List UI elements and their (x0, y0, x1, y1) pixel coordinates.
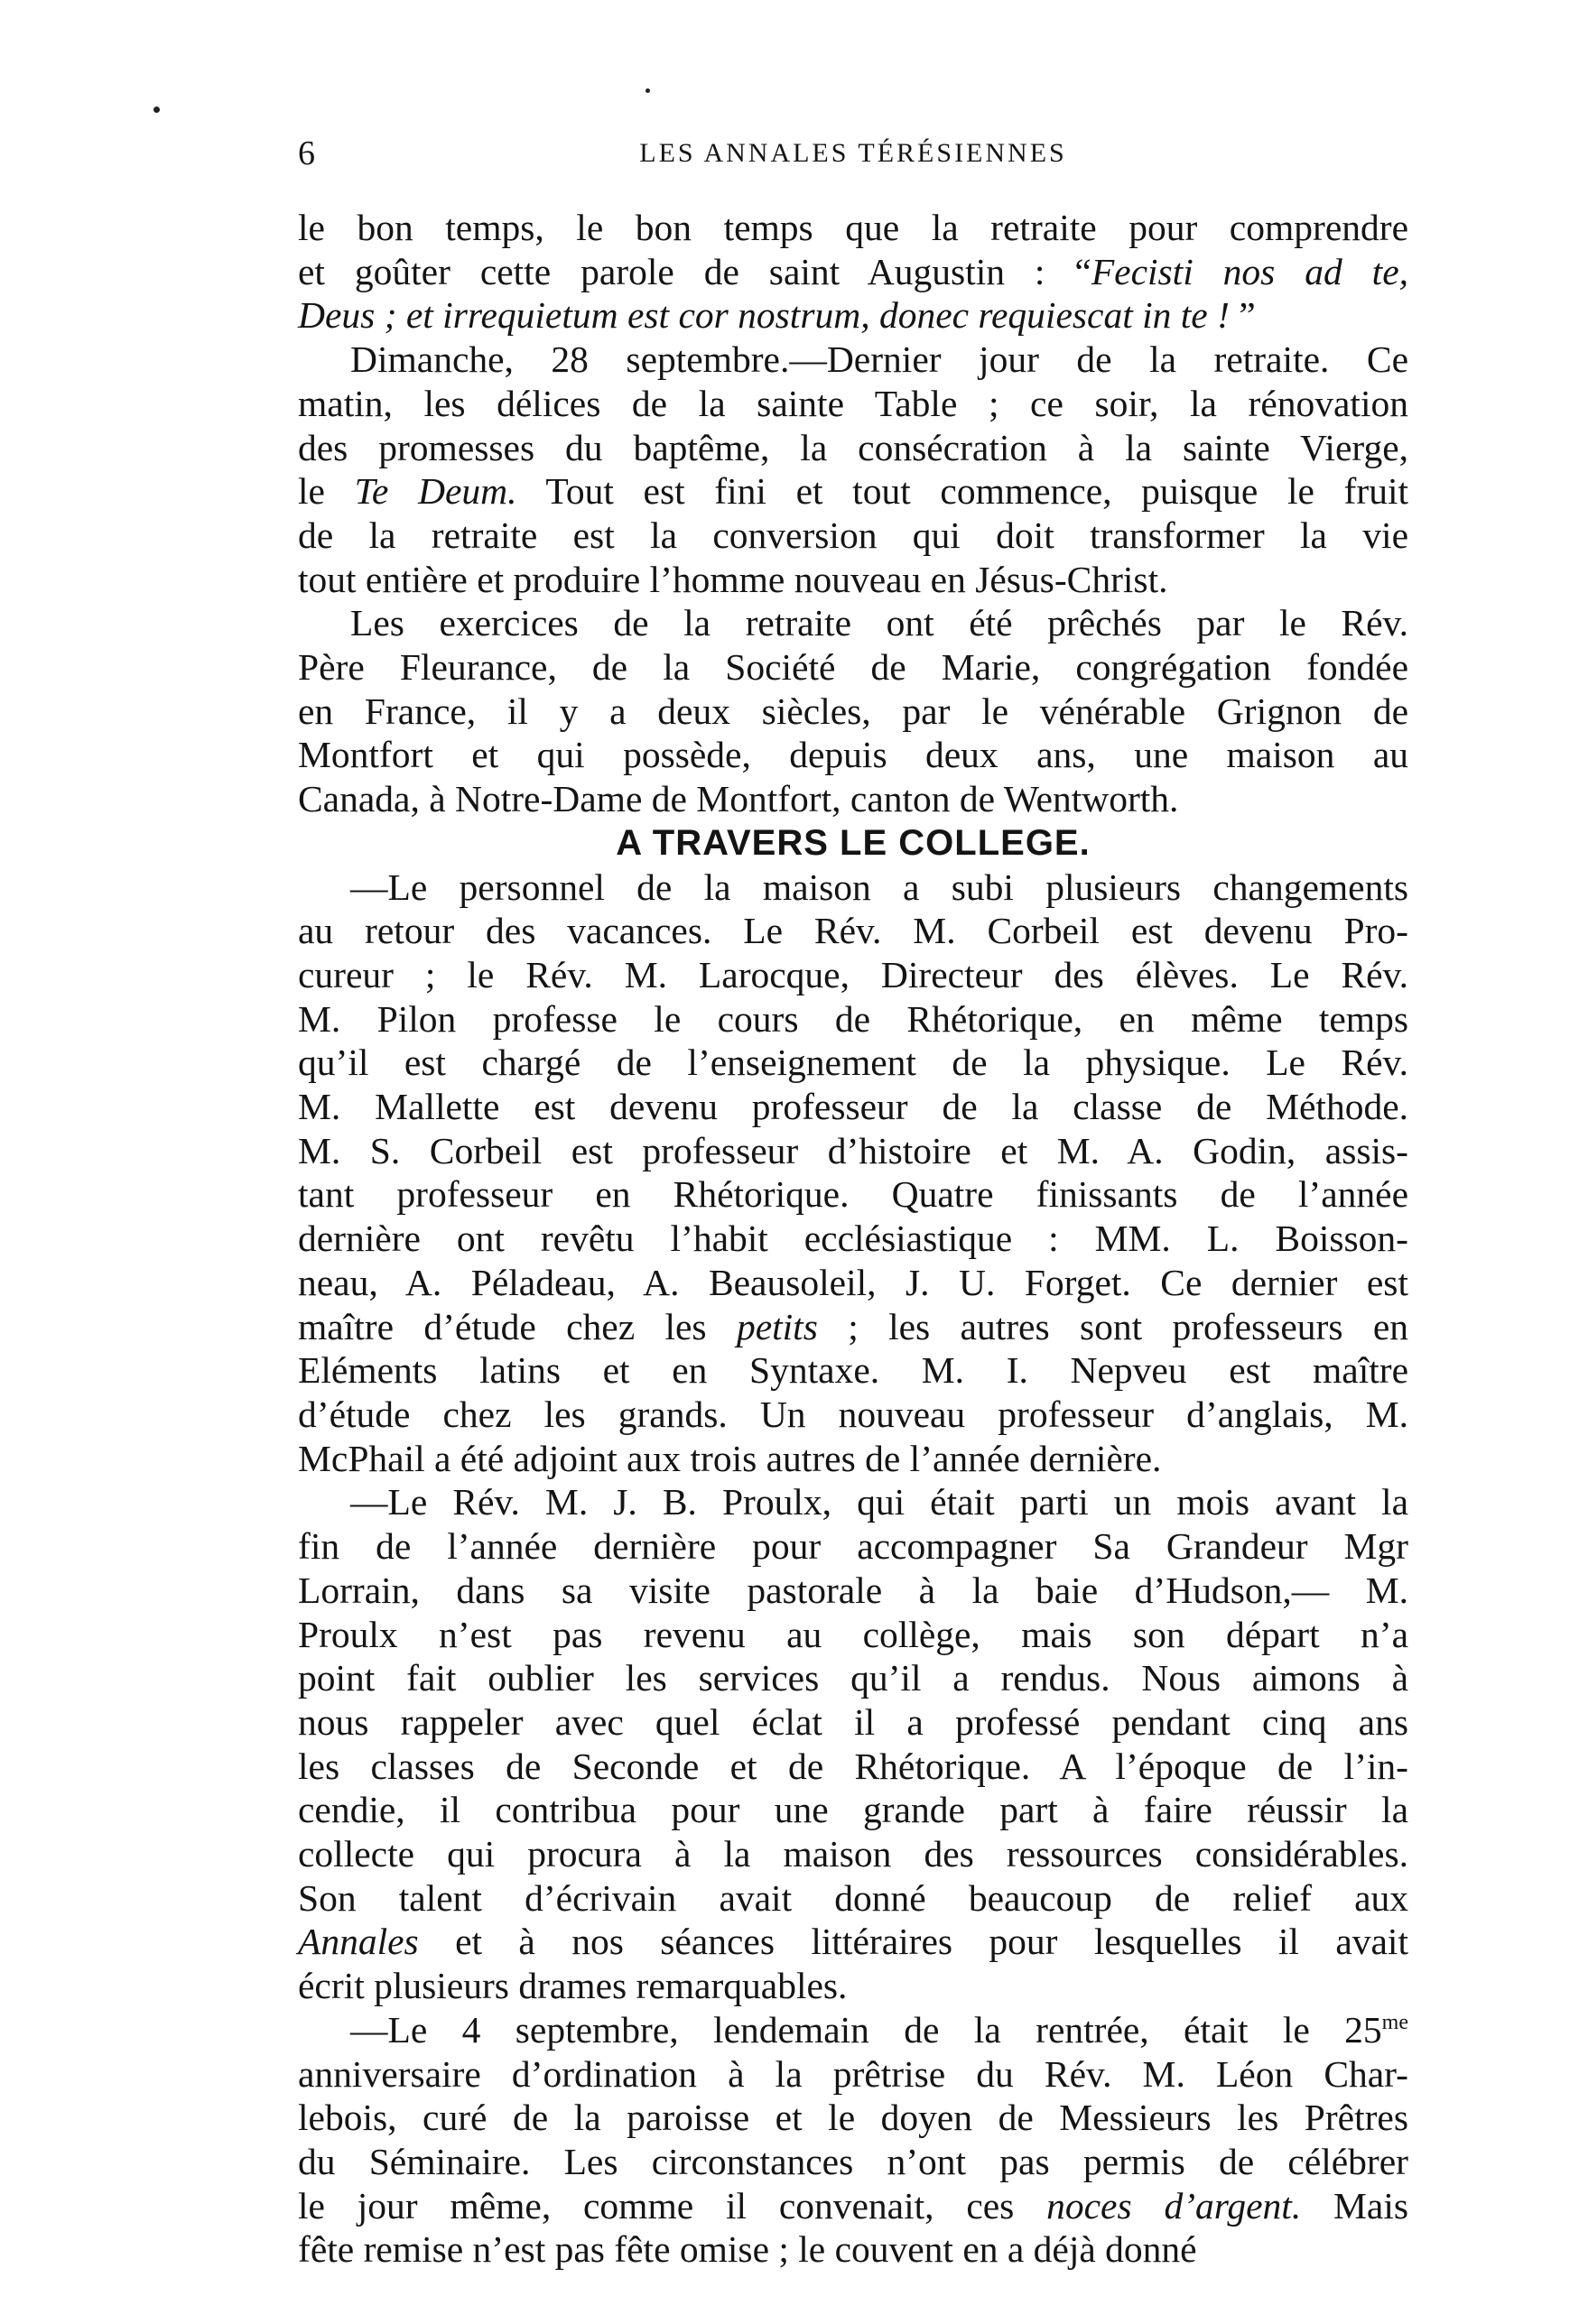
text-line: maître d’étude chez les petits ; les autres sont professeurs en (298, 1305, 1408, 1347)
text-line: des promesses du baptême, la consécration à la sainte Vierge, (298, 426, 1408, 468)
text-line: le Te Deum. Tout est fini et tout commence, puisque le fruit (298, 470, 1408, 513)
ink-speck (153, 106, 160, 113)
text-line: M. Mallette est devenu professeur de la classe de Méthode. (298, 1086, 1408, 1128)
text-line: tant professeur en Rhétorique. Quatre finissants de l’année (298, 1173, 1408, 1216)
text-line: collecte qui procura à la maison des ressources considérables. (298, 1833, 1408, 1875)
text-line: point fait oublier les services qu’il a rendus. Nous aimons à (298, 1657, 1408, 1699)
text-line: d’étude chez les grands. Un nouveau professeur d’anglais, M. (298, 1393, 1408, 1435)
text-line: Montfort et qui possède, depuis deux ans, une maison au (298, 734, 1408, 776)
text-line: qu’il est chargé de l’enseignement de la physique. Le Rév. (298, 1042, 1408, 1084)
text-line: Père Fleurance, de la Société de Marie, congrégation fondée (298, 646, 1408, 689)
text-line: matin, les délices de la sainte Table ; ce soir, la rénovation (298, 382, 1408, 424)
text-line: le bon temps, le bon temps que la retraite pour comprendre (298, 207, 1408, 248)
running-title: LES ANNALES TÉRÉSIENNES (639, 138, 1067, 168)
text-line: écrit plusieurs drames remarquables. (298, 1965, 848, 2007)
text-line: fin de l’année dernière pour accompagner Sa Grandeur Mgr (298, 1525, 1408, 1568)
running-header (298, 134, 1408, 179)
text-line: Annales et à nos séances littéraires pour lesquelles il avait (298, 1921, 1408, 1963)
text-line: et goûter cette parole de saint Augustin : “Fecisti nos ad te, (298, 250, 1409, 292)
text-line: les classes de Seconde et de Rhétorique. A l’époque de l’in- (298, 1745, 1408, 1787)
text-line: en France, il y a deux siècles, par le vénérable Grignon de (298, 690, 1408, 732)
text-line: Les exercices de la retraite ont été prêchés par le Rév. (350, 602, 1408, 644)
text-line: cureur ; le Rév. M. Larocque, Directeur des élèves. Le Rév. (298, 953, 1408, 995)
section-heading: A TRAVERS LE COLLEGE. (616, 822, 1091, 863)
text-line: de la retraite est la conversion qui doit transformer la vie (298, 514, 1408, 556)
page-number: 6 (298, 134, 315, 172)
text-line: M. S. Corbeil est professeur d’histoire et M. A. Godin, assis- (298, 1129, 1408, 1171)
text-line: Lorrain, dans sa visite pastorale à la baie d’Hudson,— M. (298, 1569, 1408, 1611)
text-line: —Le personnel de la maison a subi plusieurs changements (350, 866, 1408, 908)
text-line: —Le Rév. M. J. B. Proulx, qui était parti un mois avant la (350, 1481, 1408, 1523)
text-line: lebois, curé de la paroisse et le doyen de Messieurs les Prêtres (298, 2097, 1408, 2139)
text-line: neau, A. Péladeau, A. Beausoleil, J. U. Forget. Ce dernier est (298, 1261, 1408, 1303)
text-line: au retour des vacances. Le Rév. M. Corbeil est devenu Pro- (298, 910, 1408, 952)
text-line: Dimanche, 28 septembre.—Dernier jour de la retraite. Ce (350, 338, 1408, 381)
text-line: cendie, il contribua pour une grande part à faire réussir la (298, 1789, 1408, 1831)
text-line: M. Pilon professe le cours de Rhétorique, en même temps (298, 997, 1408, 1040)
text-line: le jour même, comme il convenait, ces noces d’argent. Mais (298, 2184, 1409, 2227)
text-line: McPhail a été adjoint aux trois autres de l’année dernière. (298, 1437, 1162, 1479)
text-line: tout entière et produire l’homme nouveau en Jésus-Christ. (298, 558, 1168, 600)
text-line: Eléments latins et en Syntaxe. M. I. Nepveu est maître (298, 1349, 1408, 1392)
text-line: Canada, à Notre-Dame de Montfort, canton de Wentworth. (298, 778, 1179, 820)
text-line: Deus ; et irrequietum est cor nostrum, donec requiescat in te ! ” (298, 294, 1256, 337)
text-line: Son talent d’écrivain avait donné beaucoup de relief aux (298, 1876, 1408, 1919)
text-line: nous rappeler avec quel éclat il a professé pendant cinq ans (298, 1700, 1408, 1743)
text-line: Proulx n’est pas revenu au collège, mais son départ n’a (298, 1613, 1408, 1655)
text-line: anniversaire d’ordination à la prêtrise du Rév. M. Léon Char- (298, 2052, 1408, 2095)
body-text (298, 206, 1408, 2272)
text-line: du Séminaire. Les circonstances n’ont pas permis de célébrer (298, 2140, 1408, 2182)
ink-speck (646, 88, 650, 93)
text-line: —Le 4 septembre, lendemain de la rentrée, était le $25^{me}$ (350, 2008, 1408, 2051)
text-line: dernière ont revêtu l’habit ecclésiastique : MM. L. Boisson- (298, 1218, 1408, 1260)
text-line: fête remise n’est pas fête omise ; le couvent en a déjà donné (298, 2228, 1197, 2271)
